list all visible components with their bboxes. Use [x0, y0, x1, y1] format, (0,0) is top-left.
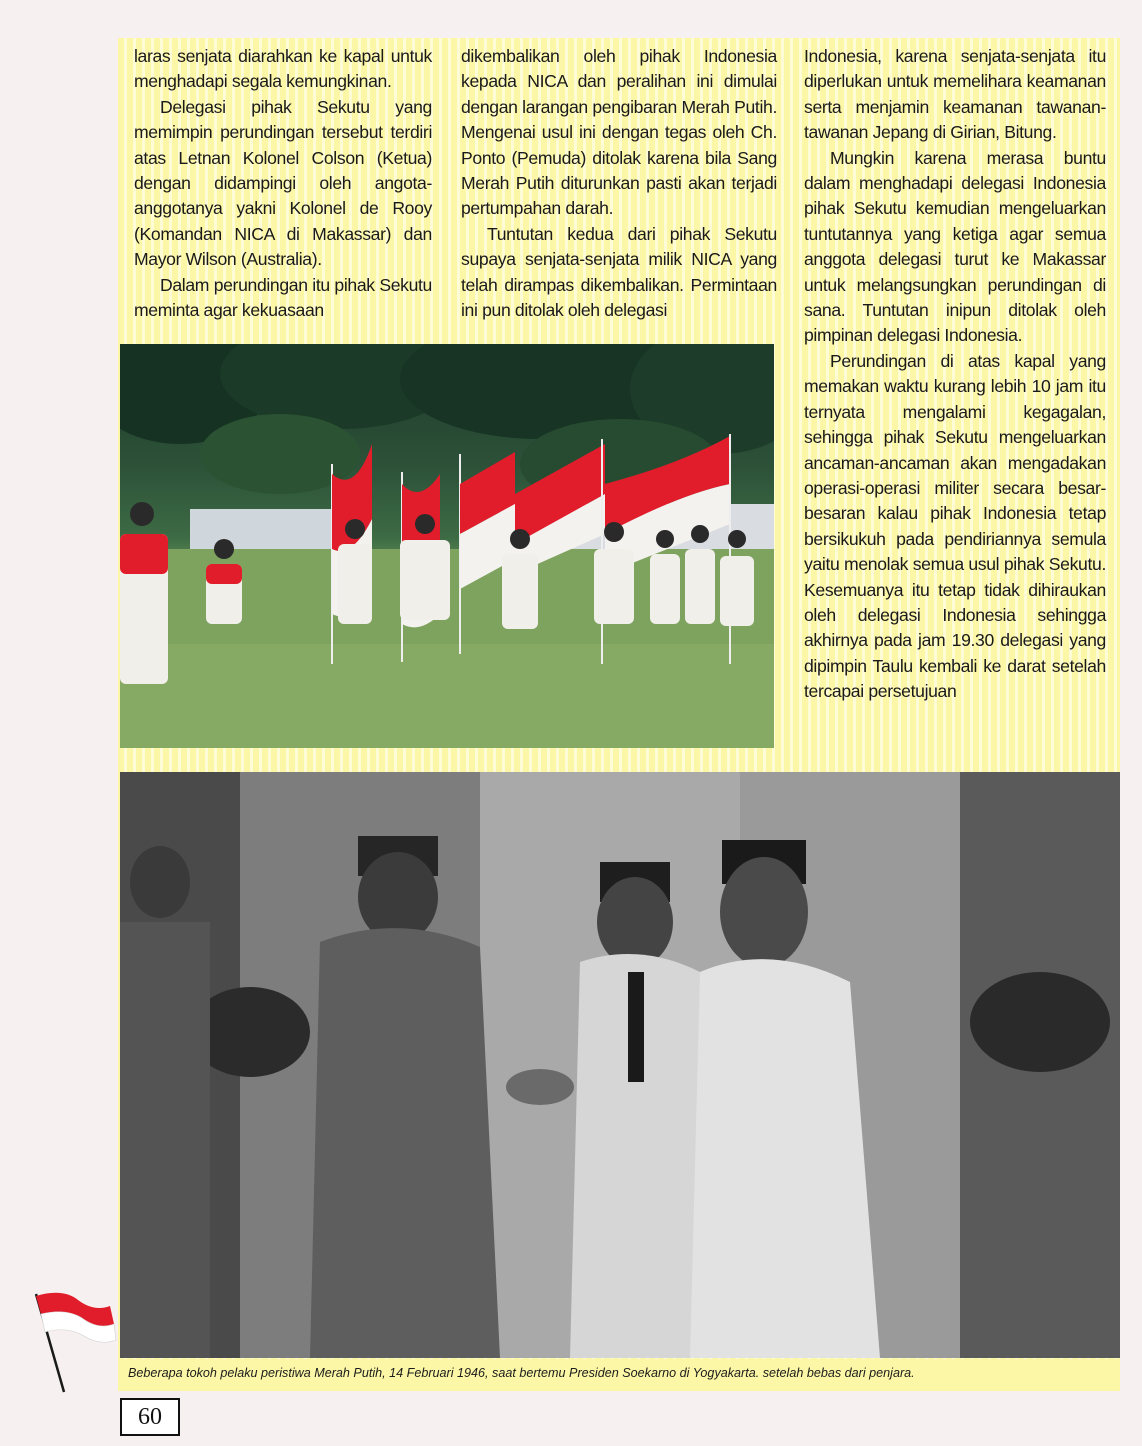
text-column-2 [461, 44, 777, 323]
flag-parade-illustration [120, 344, 774, 748]
flag-parade-photo [120, 344, 774, 748]
meeting-illustration [120, 772, 1120, 1358]
text-column-3 [804, 44, 1106, 705]
paragraph: Perundingan di atas kapal yang memakan waktu kurang lebih 10 jam itu ternyata mengalami kegagalan, sehingga pihak Sekutu mengeluarkan ancaman-ancaman akan mengadakan operasi-operasi militer secara besar-besaran kalau pihak Indonesia tetap bersikukuh pada pendiriannya semula yaitu menolak semua usul pihak Sekutu. Kesemuanya itu tetap tidak dihiraukan oleh delegasi Indonesia sehingga akhirnya pada jam 19.30 delegasi yang dipimpin Taulu kembali ke darat setelah tercapai persetujuan [804, 350, 1106, 702]
meeting-photo [120, 772, 1120, 1358]
paragraph: Indonesia, karena senjata-senjata itu diperlukan untuk memelihara keamanan serta menjamin keamanan tawanan-tawanan Jepang di Girian, Bitung. [804, 46, 1106, 143]
indonesian-flag-icon [28, 1290, 118, 1405]
paragraph: Dalam perundingan itu pihak Sekutu meminta agar kekuasaan [134, 274, 432, 321]
text-column-1 [134, 44, 432, 323]
photo-caption: Beberapa tokoh pelaku peristiwa Merah Putih, 14 Februari 1946, saat bertemu Presiden Soekarno di Yogyakarta. setelah bebas dari penjara. [128, 1366, 915, 1380]
paragraph: dikembalikan oleh pihak Indonesia kepada NICA dan peralihan ini dimulai dengan larangan pengibaran Merah Putih. Mengenai usul ini dengan tegas oleh Ch. Ponto (Pemuda) ditolak karena bila Sang Merah Putih diturunkan pasti akan terjadi pertumpahan darah. [461, 46, 777, 219]
page-number: 60 [120, 1398, 180, 1436]
paragraph: Mungkin karena merasa buntu dalam menghadapi delegasi Indonesia pihak Sekutu kemudian mengeluarkan tuntutannya yang ketiga agar semua anggota delegasi turut ke Makassar untuk melangsungkan perundingan di sana. Tuntutan inipun ditolak oleh pimpinan delegasi Indonesia. [804, 147, 1106, 346]
paragraph: Tuntutan kedua dari pihak Sekutu supaya senjata-senjata milik NICA yang telah dirampas dikembalikan. Permintaan ini pun ditolak oleh delegasi [461, 223, 777, 321]
paragraph: Delegasi pihak Sekutu yang memimpin perundingan tersebut terdiri atas Letnan Kolonel Colson (Ketua) dengan didampingi oleh angota-anggotanya yakni Kolonel de Rooy (Komandan NICA di Makassar) dan Mayor Wilson (Australia). [134, 96, 432, 270]
paragraph: laras senjata diarahkan ke kapal untuk menghadapi segala kemungkinan. [134, 46, 432, 92]
